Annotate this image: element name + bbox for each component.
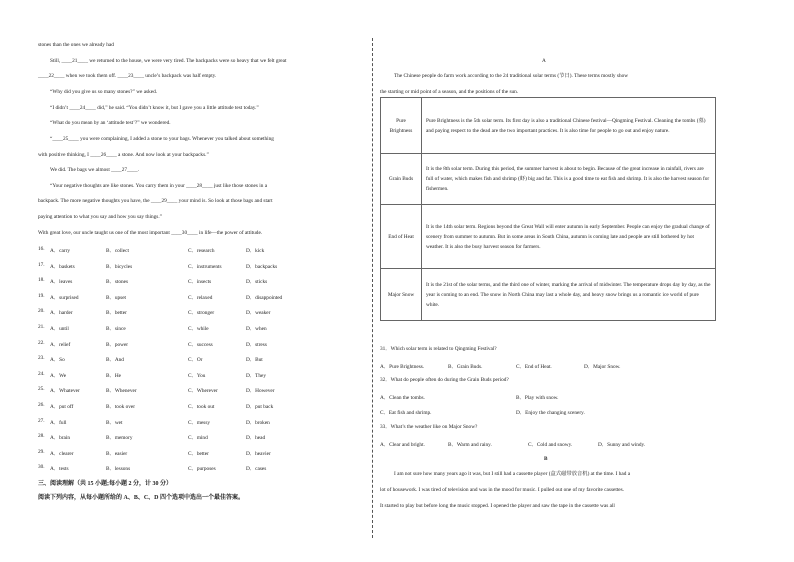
answer-option: B．Warm and rainy. (448, 442, 492, 448)
answer-option: A．until (50, 326, 69, 332)
answer-option: C．success (188, 341, 213, 348)
answer-option: A．carry (50, 248, 71, 254)
passage-line: “Your negative thoughts are like stones. You carry them in your ____28____ just like those stones in a (50, 183, 268, 189)
question-number: 22. (38, 339, 45, 346)
answer-option: D．when (246, 326, 267, 332)
answer-option: A．clearer (50, 450, 74, 457)
question-31: 31．Which solar term is related to Qingming Festival? (380, 346, 497, 352)
passage-line: “Why did you give us so many stones?” we asked. (50, 89, 158, 95)
passage-line: With great love, our uncle taught us one of the most important ____30____ in life—the power of attitude. (38, 230, 263, 236)
answer-option: A．So (50, 357, 65, 364)
question-number: 18. (38, 277, 45, 284)
section-title: 三、阅读理解（共 15 小题;每小题 2 分，计 30 分） (38, 481, 172, 487)
answer-option: B．wet (106, 419, 123, 426)
answer-option: A．We (50, 372, 67, 379)
passage-line: We did. The bags we almost ____27____. (50, 167, 139, 173)
answer-option: B．power (106, 341, 129, 348)
answer-option: D．backpacks (246, 263, 278, 270)
answer-option: D．cases (246, 466, 267, 473)
passage-b-line: It started to play but before long the music stopped. I opened the player and saw the tape in the cassette was all (380, 503, 615, 509)
question-number: 29. (38, 448, 45, 455)
question-number: 24. (38, 370, 45, 377)
answer-option: C．purposes (188, 466, 216, 473)
answer-option: A．leaves (50, 279, 73, 286)
answer-option: C．mind (188, 435, 208, 442)
answer-option: A．Whatever (50, 388, 80, 395)
answer-option: A．brain (50, 435, 71, 442)
answer-option: A．relief (50, 341, 71, 348)
section-instructions: 阅读下列内容，从每小题所给的 A、B、C、D 四个选项中选出一个最佳答案。 (38, 495, 245, 501)
answer-option: B．took over (106, 404, 135, 410)
answer-option: C．stronger (188, 310, 215, 317)
answer-option: D．sticks (246, 279, 268, 286)
answer-option: D．But (246, 357, 263, 364)
table-row (381, 154, 716, 205)
answer-option: B．And (106, 357, 124, 364)
answer-option: D．They (246, 372, 267, 379)
answer-option: D．Major Snow. (584, 364, 621, 370)
column-divider (372, 38, 373, 538)
answer-option: A．Clean the tombs. (380, 395, 425, 401)
intro-line: The Chinese people do farm work according to the 24 traditional solar terms (节日). These terms mostly show (394, 73, 629, 79)
term-name: End of Heat (381, 205, 422, 269)
term-desc: It is the 14th solar term. Regions beyond the Great Wall will enter autumn in early September. People can enjoy the gradual change of scenery from summer to autumn. But in some areas in South China, autumn is coming late and people are still bothered by hot weather. It is also the busy harvest season for farmers. (422, 205, 716, 269)
answer-option: A．baskets (50, 263, 75, 270)
table-row (381, 269, 716, 321)
answer-option: B．Grain Buds. (448, 364, 483, 370)
passage-continuation: stones than the ones we already had (38, 42, 114, 48)
term-name: Major Snow (381, 269, 422, 321)
term-desc: Pure Brightness is the 5th solar term. Its first day is also a traditional Chinese festival—Qingming Festival. Cleaning the tombs (墓) and paying respect to the dead are the two important practices. It is also time for people to go out and enjoy nature. (422, 98, 716, 154)
term-desc: It is the 8th solar term. During this period, the summer harvest is about to begin. Because of the great increase in rainfall, rivers are full of water, which makes fish and shrimp (虾) big and fat. This is a good time to eat fish and shrimp. It is also the harvest season for fishermen. (422, 154, 716, 205)
question-number: 17. (38, 261, 45, 268)
answer-option: A．tests (50, 466, 69, 473)
answer-option: C．instruments (188, 263, 222, 270)
passage-line: with positive thinking, I ____26____ a stone. And now look at your backpacks.” (38, 152, 209, 158)
answer-option: A．harder (50, 310, 73, 317)
answer-option: D．However (246, 388, 275, 395)
question-number: 25. (38, 386, 45, 393)
passage-line: “____25____ you were complaining, I added a stone to your bags. Whenever you talked about something (50, 136, 274, 142)
answer-option: B．Whenever (106, 388, 137, 395)
answer-option: D．broken (246, 419, 270, 426)
passage-line: “I didn’t ____24____ did,” he said. “You didn’t know it, but I gave you a little attitude test today.” (50, 105, 259, 111)
answer-option: C．messy (188, 419, 211, 426)
answer-option: B．collect (106, 248, 129, 254)
answer-option: D．Sunny and windy. (598, 442, 646, 448)
passage-line: paying attention to what you say and how you say things.” (38, 214, 163, 220)
question-number: 28. (38, 433, 45, 440)
answer-option: B．He (106, 372, 122, 379)
question-number: 30. (38, 464, 45, 471)
answer-option: B．easier (106, 450, 128, 457)
answer-option: B．since (106, 326, 126, 332)
answer-option: B．memory (106, 435, 133, 442)
passage-b-line: lot of housework. I was tired of television and was in the mood for music. I pulled out one of my favorite cassettes. (380, 487, 625, 493)
question-33: 33．What’s the weather like on Major Snow? (380, 424, 478, 430)
answer-option: C．insects (188, 279, 212, 286)
term-name: Pure Brightness (381, 98, 422, 154)
question-number: 23. (38, 355, 45, 362)
term-desc: It is the 21st of the solar terms, and the third one of winter, marking the arrival of midwinter. The temperature drops day by day, as the year is coming to an end. The snow in North China may last a whole day, and heavy snow brings us a romantic ice world of pure white. (422, 269, 716, 321)
passage-line: ____22____ when we took them off. ____23____ uncle’s backpack was half empty. (38, 73, 217, 79)
answer-option: C．Cold and snowy. (528, 442, 573, 448)
answer-option: D．put back (246, 404, 274, 410)
question-32: 32．What do people often do during the Grain Buds period? (380, 377, 509, 383)
table-row (381, 98, 716, 154)
question-number: 19. (38, 292, 45, 299)
passage-line: backpack. The more negative thoughts you have, the ____29____ your mind is. So look at those bags and start (38, 198, 273, 204)
answer-option: C．Wherever (188, 388, 218, 395)
answer-option: B．Play with snow. (516, 395, 559, 401)
question-number: 26. (38, 402, 45, 408)
answer-option: D．Enjoy the changing scenery. (516, 410, 585, 416)
answer-option: B．upset (106, 294, 127, 301)
question-number: 20. (38, 308, 45, 315)
answer-option: A．Clear and bright. (380, 442, 425, 448)
answer-option: A．Pure Brightness. (380, 364, 425, 370)
answer-option: A．surprised (50, 294, 79, 301)
passage-line: “What do you mean by an ‘attitude test’?” we wondered. (50, 120, 171, 126)
answer-option: C．You (188, 372, 206, 379)
answer-option: A．full (50, 419, 67, 426)
answer-option: D．head (246, 435, 266, 442)
answer-option: C．research (188, 248, 215, 254)
intro-line: the starting or mid point of a season, and the positions of the sun. (380, 89, 519, 95)
answer-option: D．heavier (246, 450, 271, 457)
passage-a-heading: A (542, 58, 546, 64)
answer-option: C．while (188, 326, 209, 332)
table-row (381, 205, 716, 269)
passage-line: Still, ____21____ we returned to the house, we were very tired. The backpacks were so heavy that we felt great (50, 58, 287, 64)
answer-option: B．lessons (106, 466, 131, 473)
answer-option: B．better (106, 310, 127, 317)
answer-option: C．End of Heat. (516, 364, 552, 370)
answer-option: C．relaxed (188, 294, 213, 301)
answer-option: A．put off (50, 404, 74, 410)
term-name: Grain Buds (381, 154, 422, 205)
answer-option: C．Eat fish and shrimp. (380, 410, 432, 416)
answer-option: D．weaker (246, 310, 271, 317)
answer-option: C．Or (188, 357, 203, 364)
answer-option: D．stress (246, 341, 267, 348)
answer-option: B．bicycles (106, 263, 133, 270)
passage-b-heading: B (544, 456, 548, 462)
answer-option: C．better (188, 450, 209, 457)
question-number: 16. (38, 246, 45, 252)
solar-terms-table (380, 97, 716, 321)
answer-option: D．disappointed (246, 294, 283, 301)
answer-option: C．took out (188, 404, 215, 410)
question-number: 21. (38, 324, 45, 330)
passage-b-line: I am not sure how many years ago it was, but I still had a cassette player (盒式磁带放音机) at the time. I had a (394, 471, 631, 477)
question-number: 27. (38, 417, 45, 424)
answer-option: D．kick (246, 248, 265, 254)
answer-option: B．stones (106, 279, 129, 286)
